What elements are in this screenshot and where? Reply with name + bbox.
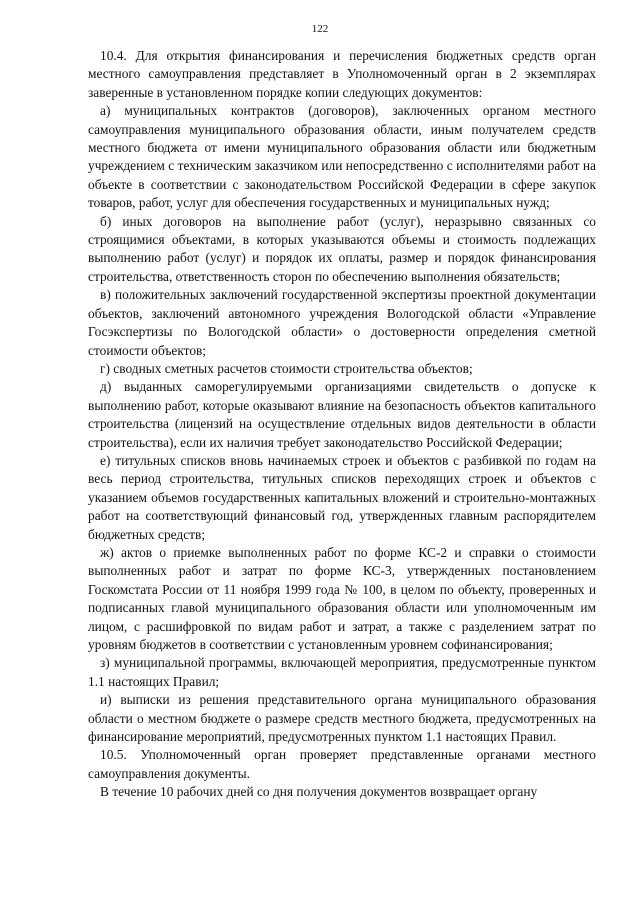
paragraph-10-4: 10.4. Для открытия финансирования и перечисления бюджетных средств орган местного самоуправления представляет в Уполномоченный орган в 2 экземплярах заверенные в установленном порядке копии следующих документов:	[88, 48, 596, 100]
paragraph-return-documents: В течение 10 рабочих дней со дня получения документов возвращает органу	[100, 784, 538, 800]
document-body	[88, 47, 596, 802]
paragraph-item-g: г) сводных сметных расчетов стоимости строительства объектов;	[100, 360, 473, 376]
paragraph-item-zh: ж) актов о приемке выполненных работ по форме КС-2 и справки о стоимости выполненных работ и затрат по форме КС-3, утвержденных постановлением Госкомстата России от 11 ноября 1999 года № 100, в целом по объекту, проверенных и подписанных главой муниципального образования области или уполномоченным им лицом, с расшифровкой по видам работ и затрат, а также с разделением затрат по уровням бюджетов в соответствии с установленным уровнем софинансирования;	[88, 544, 596, 652]
paragraph-item-d: д) выданных саморегулируемыми организациями свидетельств о допуске к выполнению работ, которые оказывают влияние на безопасность объектов капитального строительства (лицензий на осуществление отдельных видов деятельности в области строительства), если их наличия требует законодательство Российской Федерации;	[88, 379, 596, 450]
paragraph-item-a: а) муниципальных контрактов (договоров), заключенных органом местного самоуправления муниципального образования области, иным получателем средств местного бюджета от имени муниципального образования области или бюджетным учреждением с техническим заказчиком или непосредственно с исполнителями работ на объекте в соответствии с законодательством Российской Федерации в сфере закупок товаров, работ, услуг для обеспечения государственных и муниципальных нужд;	[88, 103, 596, 211]
paragraph-item-z: з) муниципальной программы, включающей мероприятия, предусмотренные пунктом 1.1 настоящих Правил;	[88, 655, 596, 689]
page-number: 122	[311, 23, 329, 35]
paragraph-item-i: и) выписки из решения представительного органа муниципального образования области о местном бюджете о размере средств местного бюджета, предусмотренных на финансирование мероприятий, предусмотренных пунктом 1.1 настоящих Правил.	[88, 692, 596, 745]
paragraph-10-5: 10.5. Уполномоченный орган проверяет представленные органами местного самоуправления документы.	[88, 747, 596, 781]
paragraph-item-v: в) положительных заключений государственной экспертизы проектной документации объектов, заключений автономного учреждения Вологодской области «Управление Госэкспертизы по Вологодской области» о достоверности определения сметной стоимости объектов;	[88, 287, 596, 358]
paragraph-item-b: б) иных договоров на выполнение работ (услуг), неразрывно связанных со строящимися объектами, в которых указываются объемы и стоимость подлежащих выполнению работ (услуг) и порядок их оплаты, размер и порядок финансирования строительства, ответственность сторон по обеспечению выполнения обязательств;	[88, 213, 596, 284]
paragraph-item-e: е) титульных списков вновь начинаемых строек и объектов с разбивкой по годам на весь период строительства, титульных списков переходящих строек и объектов с указанием объемов государственных капитальных вложений и строительно-монтажных работ на соответствующий финансовый год, утвержденных главным распорядителем бюджетных средств;	[88, 452, 596, 542]
